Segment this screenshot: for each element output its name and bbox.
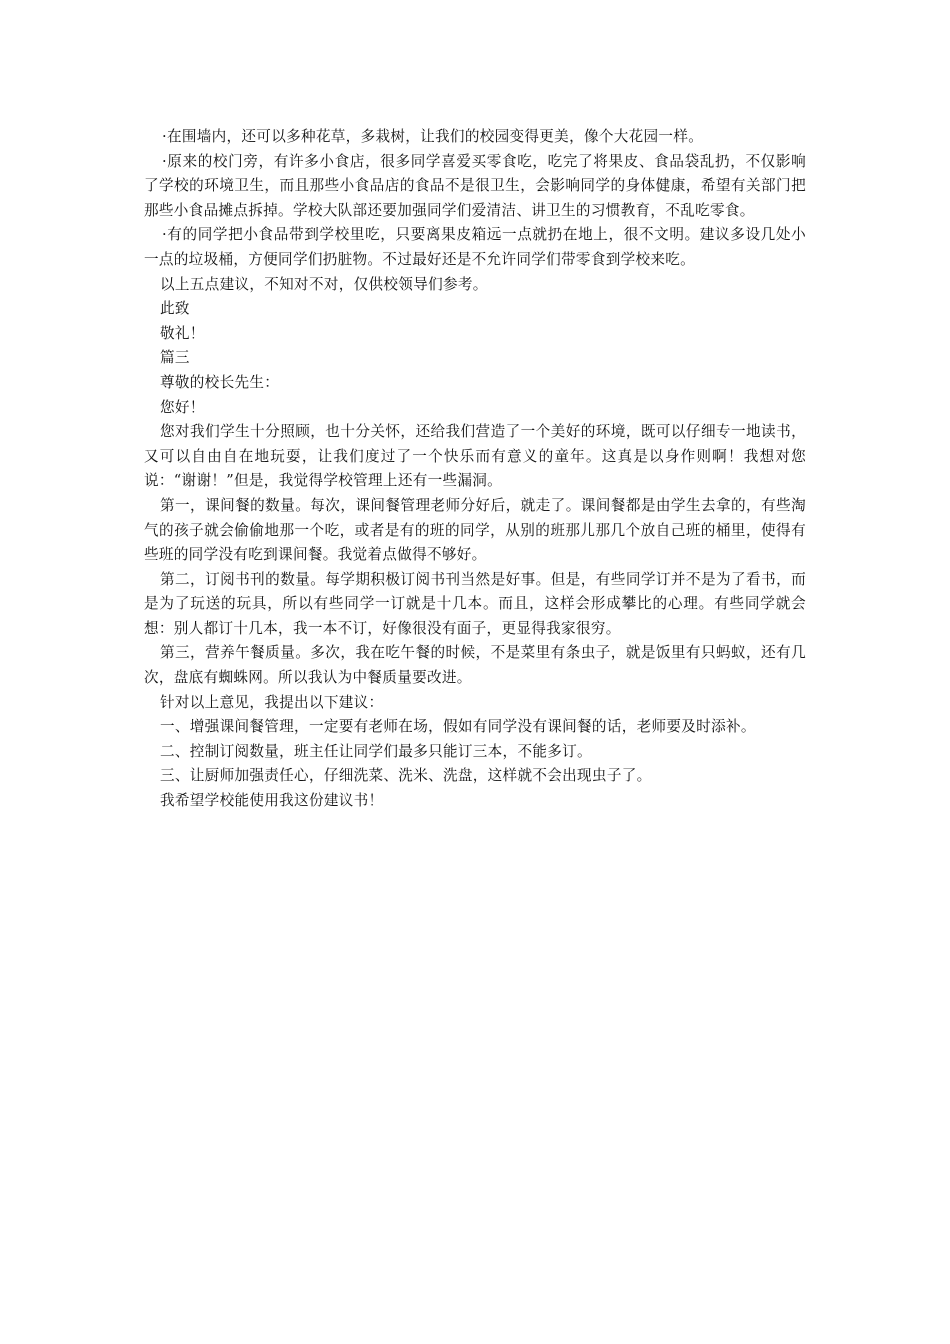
suggestion-one: 一、增强课间餐管理，一定要有老师在场，假如有同学没有课间餐的话，老师要及时添补。	[160, 718, 756, 736]
paragraph-bullet-flowers: ·在围墙内，还可以多种花草，多栽树，让我们的校园变得更美，像个大花园一样。	[162, 128, 704, 145]
letter-greeting: 尊敬的校长先生：	[160, 373, 280, 391]
letter-hello: 您好！	[160, 398, 205, 416]
paragraph-bullet-trash-bins: ·有的同学把小食品带到学校里吃，只要离果皮箱远一点就扔在地上，很不文明。建议多设几处小一点的垃圾桶，方便同学们扔脏物。不过最好还是不允许同学们带零食到学校来吃。	[144, 226, 806, 268]
paragraph-bullet-snack-shops: ·原来的校门旁，有许多小食店，很多同学喜爱买零食吃，吃完了将果皮、食品袋乱扔，不仅影响了学校的环境卫生，而且那些小食品店的食品不是很卫生，会影响同学的身体健康，希望有关部门把那些小食品摊点拆掉。学校大队部还要加强同学们爱清洁、讲卫生的习惯教育，不乱吃零食。	[144, 152, 806, 219]
paragraph-suggestions-lead: 针对以上意见，我提出以下建议：	[160, 693, 384, 711]
suggestion-three: 三、让厨师加强责任心，仔细洗菜、洗米、洗盘，这样就不会出现虫子了。	[160, 767, 652, 785]
closing-respect: 敬礼！	[160, 324, 205, 342]
paragraph-summary: 以上五点建议，不知对不对，仅供校领导们参考。	[160, 275, 488, 293]
document-body	[144, 125, 806, 814]
closing-salutation: 此致	[160, 300, 190, 318]
paragraph-intro: 您对我们学生十分照顾，也十分关怀，还给我们营造了一个美好的环境，既可以仔细专一地读书，又可以自由自在地玩耍，让我们度过了一个快乐而有意义的童年。这真是以身作则啊！我想对您说：“谢谢！”但是，我觉得学校管理上还有一些漏洞。	[144, 423, 806, 490]
suggestion-two: 二、控制订阅数量，班主任让同学们最多只能订三本，不能多订。	[160, 742, 592, 760]
paragraph-issue-snacks: 第一，课间餐的数量。每次，课间餐管理老师分好后，就走了。课间餐都是由学生去拿的，有些淘气的孩子就会偷偷地那一个吃，或者是有的班的同学，从别的班那儿那几个放自己班的桶里，使得有些班的同学没有吃到课间餐。我觉着点做得不够好。	[144, 496, 806, 564]
section-heading: 篇三	[160, 349, 190, 367]
paragraph-issue-subscriptions: 第二，订阅书刊的数量。每学期积极订阅书刊当然是好事。但是，有些同学订并不是为了看书，而是为了玩送的玩具，所以有些同学一订就是十几本。而且，这样会形成攀比的心理。有些同学就会想：别人都订十几本，我一本不订，好像很没有面子，更显得我家很穷。	[144, 570, 806, 637]
paragraph-issue-lunch: 第三，营养午餐质量。多次，我在吃午餐的时候，不是菜里有条虫子，就是饭里有只蚂蚁，还有几次，盘底有蜘蛛网。所以我认为中餐质量要改进。	[144, 644, 806, 687]
paragraph-conclusion: 我希望学校能使用我这份建议书！	[160, 792, 384, 810]
